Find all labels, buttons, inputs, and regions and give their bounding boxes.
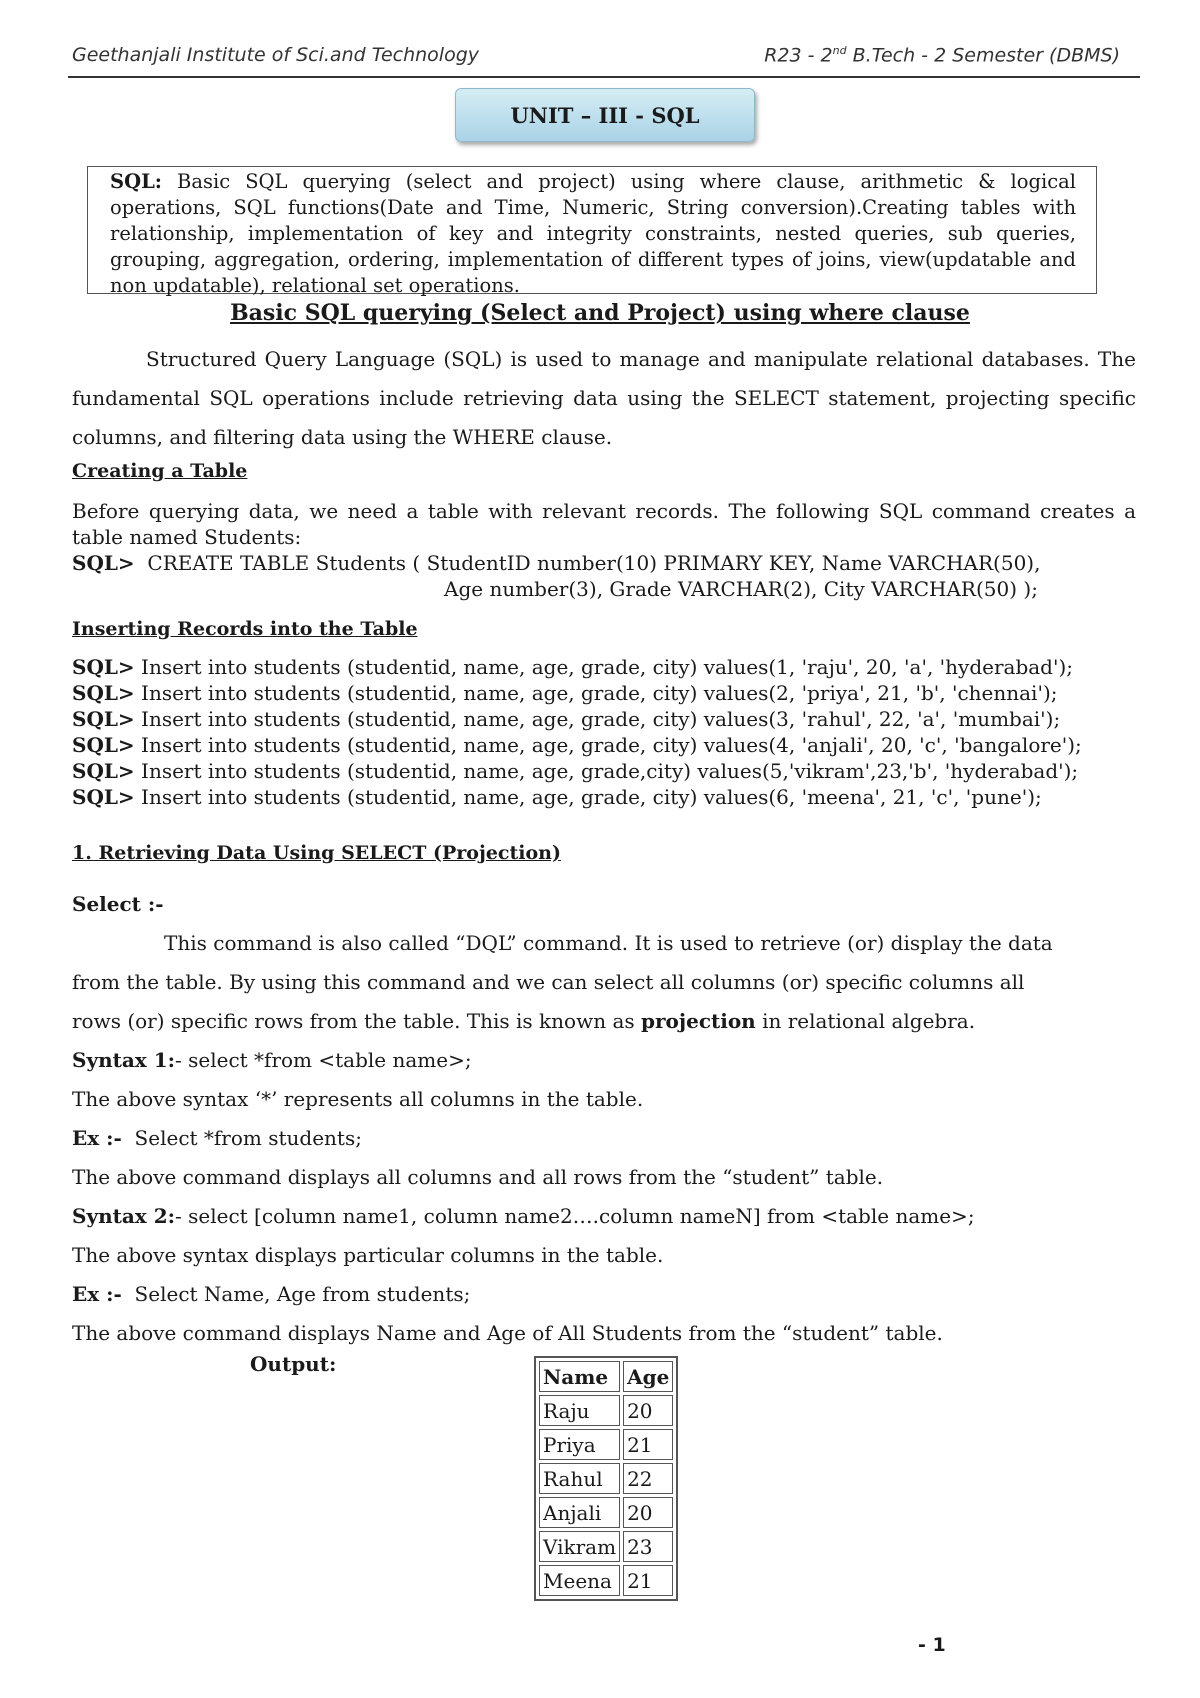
- select-explanation: Select :- This command is also called “DQL” command. It is used to retrieve (or) display the data from the table. By using this command and we can select all columns (or) specific columns all rows (or) specific rows from the table. This is known as projection in relational algebra. Syntax 1:- select *from <table name>; The above syntax ‘*’ represents all columns in the table. Ex :- Select *from students; The above command displays all columns and all rows from the “student” table. Syntax 2:- select [column name1, column name2….column nameN] from <table name>; The above syntax displays particular columns in the table. Ex :- Select Name, Age from students; The above command displays Name and Age of All Students from the “student” table.: [72, 885, 1136, 1353]
- retrieving-heading: 1. Retrieving Data Using SELECT (Projection): [72, 842, 561, 864]
- table-row: Raju 20: [539, 1395, 673, 1426]
- intro-paragraph: Structured Query Language (SQL) is used to manage and manipulate relational databases. The fundamental SQL operations include retrieving data using the SELECT statement, projecting specific columns, and filtering data using the WHERE clause.: [72, 347, 1136, 449]
- sql-prompt: SQL>: [72, 551, 135, 575]
- syntax-1: Syntax 1:- select *from <table name>;: [72, 1048, 472, 1072]
- column-header: Name: [539, 1361, 620, 1392]
- creating-table-heading: Creating a Table: [72, 460, 248, 482]
- syllabus-text: Basic SQL querying (select and project) using where clause, arithmetic & logical operations, SQL functions(Date and Time, Numeric, String conversion).Creating tables with relationship, implementation of key and integrity constraints, nested queries, sub queries, grouping, aggregation, ordering, implementation of different types of joins, view(updatable and non updatable), relational set operations.: [110, 170, 1076, 297]
- table-row: Rahul 22: [539, 1463, 673, 1494]
- page-number: - 1: [918, 1634, 946, 1656]
- select-label: Select :-: [72, 892, 164, 916]
- unit-title: UNIT – III - SQL: [455, 88, 755, 142]
- syntax-2: Syntax 2:- select [column name1, column name2….column nameN] from <table name>;: [72, 1204, 975, 1228]
- example-1: Ex :- Select *from students;: [72, 1126, 362, 1150]
- create-table-statement: SQL> CREATE TABLE Students ( StudentID number(10) PRIMARY KEY, Name VARCHAR(50), Age number(3), Grade VARCHAR(2), City VARCHAR(50) );: [72, 551, 1041, 601]
- insert-line: SQL> Insert into students (studentid, name, age, grade, city) values(4, 'anjali', 20, 'c', 'bangalore');: [72, 733, 1082, 757]
- header-institute: Geethanjali Institute of Sci.and Technology: [72, 44, 480, 66]
- insert-line: SQL> Insert into students (studentid, name, age, grade, city) values(1, 'raju', 20, 'a', 'hyderabad');: [72, 655, 1074, 679]
- example-2: Ex :- Select Name, Age from students;: [72, 1282, 471, 1306]
- syllabus-box: [87, 166, 1097, 297]
- insert-line: SQL> Insert into students (studentid, name, age, grade,city) values(5,'vikram',23,'b', 'hyderabad');: [72, 759, 1079, 783]
- table-row: Anjali 20: [539, 1497, 673, 1528]
- output-label: Output:: [250, 1352, 337, 1376]
- output-table: [534, 1356, 678, 1601]
- table-row: Priya 21: [539, 1429, 673, 1460]
- inserting-heading: Inserting Records into the Table: [72, 618, 418, 640]
- column-header: Age: [623, 1361, 673, 1392]
- table-row: Meena 21: [539, 1565, 673, 1596]
- insert-line: SQL> Insert into students (studentid, name, age, grade, city) values(3, 'rahul', 22, 'a', 'mumbai');: [72, 707, 1061, 731]
- table-header-row: [539, 1361, 673, 1392]
- syllabus-label: SQL:: [110, 170, 162, 193]
- section-title: Basic SQL querying (Select and Project) using where clause: [230, 300, 970, 326]
- header-course: R23 - 2nd B.Tech - 2 Semester (DBMS): [764, 44, 1120, 67]
- insert-statements: [72, 654, 1082, 810]
- table-row: Vikram 23: [539, 1531, 673, 1562]
- header-rule: [68, 76, 1140, 78]
- insert-line: SQL> Insert into students (studentid, name, age, grade, city) values(2, 'priya', 21, 'b', 'chennai');: [72, 681, 1058, 705]
- creating-table-text: Before querying data, we need a table with relevant records. The following SQL command creates a table named Students:: [72, 499, 1136, 549]
- insert-line: SQL> Insert into students (studentid, name, age, grade, city) values(6, 'meena', 21, 'c', 'pune');: [72, 785, 1042, 809]
